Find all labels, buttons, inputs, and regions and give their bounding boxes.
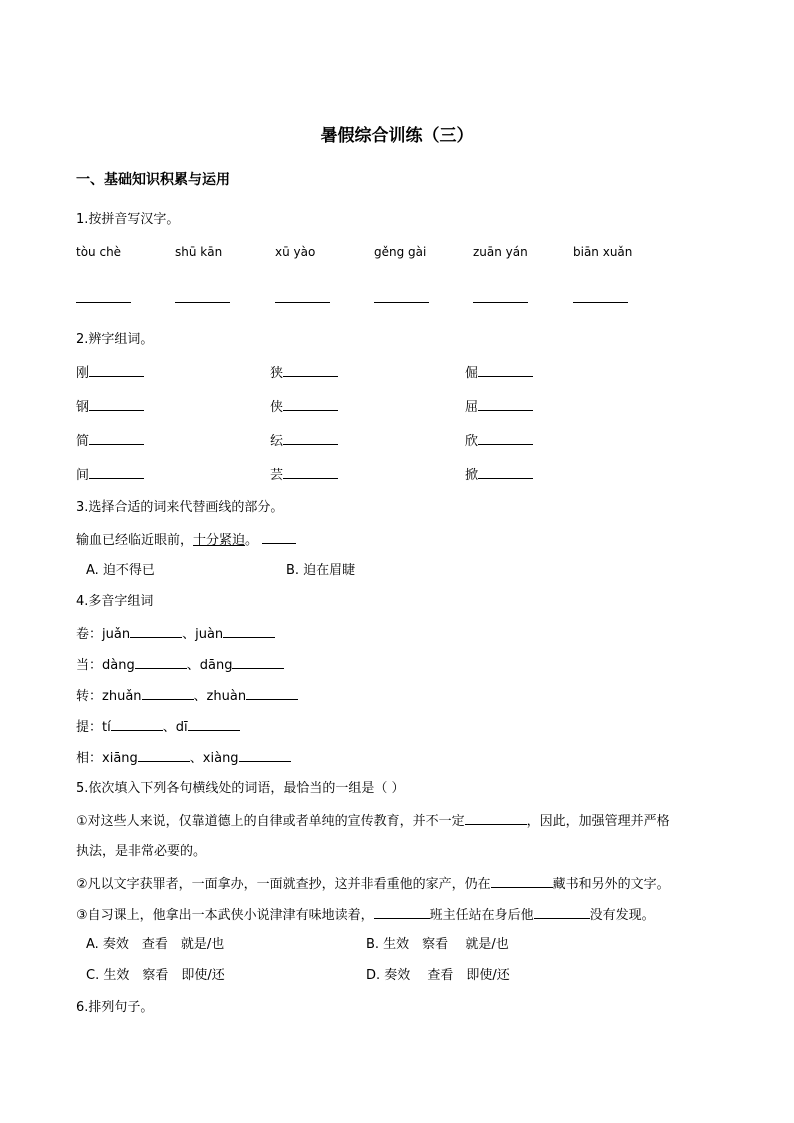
q1-pinyin-3: xū yào — [275, 245, 316, 259]
q5-s3-text-2: 班主任站在身后他 — [429, 908, 534, 923]
q2-blank[interactable] — [283, 467, 338, 479]
q1-pinyin-6: biān xuǎn — [573, 245, 633, 259]
q2-blank[interactable] — [478, 365, 533, 377]
q4-pinyin: juàn — [195, 627, 224, 642]
q2-char: 简 — [76, 434, 90, 449]
q5-option-b[interactable]: B. 生效 察看 就是/也 — [366, 937, 509, 952]
q3-sentence-before: 输血已经临近眼前， — [76, 533, 194, 548]
q3-option-a[interactable]: A. 迫不得已 — [86, 563, 155, 578]
q4-blank[interactable] — [111, 719, 163, 731]
q2-item — [465, 467, 533, 484]
q2-prompt: 2.辨字组词。 — [76, 332, 154, 347]
section-heading: 一、基础知识积累与运用 — [76, 172, 230, 188]
q4-blank[interactable] — [130, 626, 182, 638]
q5-s1-text: ①对这些人来说，仅靠道德上的自律或者单纯的宣传教育，并不一定 — [76, 814, 465, 829]
q2-blank[interactable] — [478, 467, 533, 479]
q5-prompt: 5.依次填入下列各句横线处的词语，最恰当的一组是（ ） — [76, 781, 405, 796]
q2-blank[interactable] — [89, 399, 144, 411]
q2-blank[interactable] — [478, 433, 533, 445]
q4-item — [76, 750, 291, 767]
q4-separator: 、 — [193, 689, 207, 704]
q4-pinyin: zhuǎn — [102, 689, 142, 704]
q1-answer-line-4[interactable] — [374, 292, 429, 303]
q4-blank[interactable] — [138, 750, 190, 762]
q4-blank[interactable] — [135, 657, 187, 669]
q4-item — [76, 657, 284, 674]
q5-s3-blank-2[interactable] — [534, 907, 590, 919]
q4-pinyin: xiàng — [202, 751, 239, 766]
q5-s2-blank[interactable] — [491, 876, 553, 888]
q5-s2-text: ②凡以文字获罪者，一面拿办，一面就查抄，这并非看重他的家产，仍在 — [76, 877, 491, 892]
q3-prompt: 3.选择合适的词来代替画线的部分。 — [76, 500, 284, 515]
q4-separator: 、 — [182, 627, 196, 642]
q1-pinyin-4: gěng gài — [374, 245, 427, 259]
q3-sentence — [76, 532, 296, 549]
q5-sentence-1 — [76, 813, 670, 830]
q4-char: 当： — [76, 658, 103, 673]
q4-pinyin: dāng — [199, 658, 233, 673]
q4-pinyin: zhuàn — [206, 689, 247, 704]
q5-s1-text-2: ，因此，加强管理并严格 — [526, 814, 670, 829]
q5-s3-text-3: 没有发现。 — [589, 908, 655, 923]
q4-blank[interactable] — [246, 688, 298, 700]
q2-char: 纭 — [270, 434, 284, 449]
q2-char: 狭 — [270, 366, 284, 381]
q4-item — [76, 719, 240, 736]
q4-char: 相： — [76, 751, 103, 766]
q2-item — [76, 467, 144, 484]
q1-answer-line-1[interactable] — [76, 292, 131, 303]
q3-answer-blank[interactable] — [262, 532, 296, 544]
q1-pinyin-1: tòu chè — [76, 245, 122, 259]
q3-sentence-after: 。 — [245, 533, 259, 548]
q5-s2-text-2: 藏书和另外的文字。 — [552, 877, 670, 892]
q1-pinyin-5: zuān yán — [473, 245, 528, 259]
q1-answer-line-3[interactable] — [275, 292, 330, 303]
q2-item — [76, 399, 144, 416]
q2-char: 欣 — [465, 434, 479, 449]
q2-blank[interactable] — [283, 399, 338, 411]
q4-item — [76, 626, 275, 643]
q5-sentence-3 — [76, 907, 655, 924]
q2-blank[interactable] — [478, 399, 533, 411]
q2-item — [465, 365, 533, 382]
q5-s1-blank[interactable] — [465, 813, 527, 825]
q4-separator: 、 — [186, 658, 200, 673]
q4-pinyin: xiāng — [102, 751, 138, 766]
q5-sentence-1-line-2: 执法，是非常必要的。 — [76, 844, 207, 859]
q2-item — [270, 399, 338, 416]
q2-item — [465, 433, 533, 450]
q2-item — [76, 433, 144, 450]
page-title: 暑假综合训练（三） — [320, 126, 474, 146]
q2-blank[interactable] — [283, 433, 338, 445]
q5-sentence-2 — [76, 876, 670, 893]
q4-pinyin: juǎn — [102, 627, 131, 642]
q2-char: 钢 — [76, 400, 90, 415]
q2-item — [76, 365, 144, 382]
q4-pinyin: tí — [102, 720, 111, 735]
q4-char: 转： — [76, 689, 103, 704]
q2-blank[interactable] — [283, 365, 338, 377]
q4-pinyin: dī — [175, 720, 188, 735]
q1-prompt: 1.按拼音写汉字。 — [76, 212, 180, 227]
q2-item — [270, 433, 338, 450]
q1-pinyin-2: shū kān — [175, 245, 223, 259]
q1-answer-line-2[interactable] — [175, 292, 230, 303]
q4-pinyin: dàng — [102, 658, 135, 673]
q4-char: 提： — [76, 720, 103, 735]
q4-separator: 、 — [162, 720, 176, 735]
q1-answer-line-5[interactable] — [473, 292, 528, 303]
q2-item — [465, 399, 533, 416]
q2-item — [270, 467, 338, 484]
q4-blank[interactable] — [188, 719, 240, 731]
q4-blank[interactable] — [239, 750, 291, 762]
q4-blank[interactable] — [223, 626, 275, 638]
q4-item — [76, 688, 298, 705]
q4-blank[interactable] — [232, 657, 284, 669]
q2-char: 倔 — [465, 366, 479, 381]
q4-separator: 、 — [189, 751, 203, 766]
q5-option-d[interactable]: D. 奏效 查看 即使/还 — [366, 968, 510, 983]
q4-prompt: 4.多音字组词 — [76, 594, 154, 609]
q2-char: 刚 — [76, 366, 90, 381]
q5-s3-text: ③自习课上，他拿出一本武侠小说津津有味地读着， — [76, 908, 374, 923]
q2-blank[interactable] — [89, 433, 144, 445]
q2-char: 芸 — [270, 468, 284, 483]
q3-option-b[interactable]: B. 迫在眉睫 — [286, 563, 356, 578]
q5-option-a[interactable]: A. 奏效 查看 就是/也 — [86, 937, 225, 952]
q2-blank[interactable] — [89, 467, 144, 479]
q5-s3-blank-1[interactable] — [374, 907, 430, 919]
q2-char: 侠 — [270, 400, 284, 415]
q4-char: 卷： — [76, 627, 103, 642]
q2-char: 间 — [76, 468, 90, 483]
q2-item — [270, 365, 338, 382]
q4-blank[interactable] — [142, 688, 194, 700]
q5-option-c[interactable]: C. 生效 察看 即使/还 — [86, 968, 225, 983]
q1-answer-line-6[interactable] — [573, 292, 628, 303]
q3-underlined-phrase: 十分紧迫 — [193, 533, 246, 548]
q2-blank[interactable] — [89, 365, 144, 377]
q2-char: 掀 — [465, 468, 479, 483]
q6-prompt: 6.排列句子。 — [76, 1000, 154, 1015]
q2-char: 屈 — [465, 400, 479, 415]
